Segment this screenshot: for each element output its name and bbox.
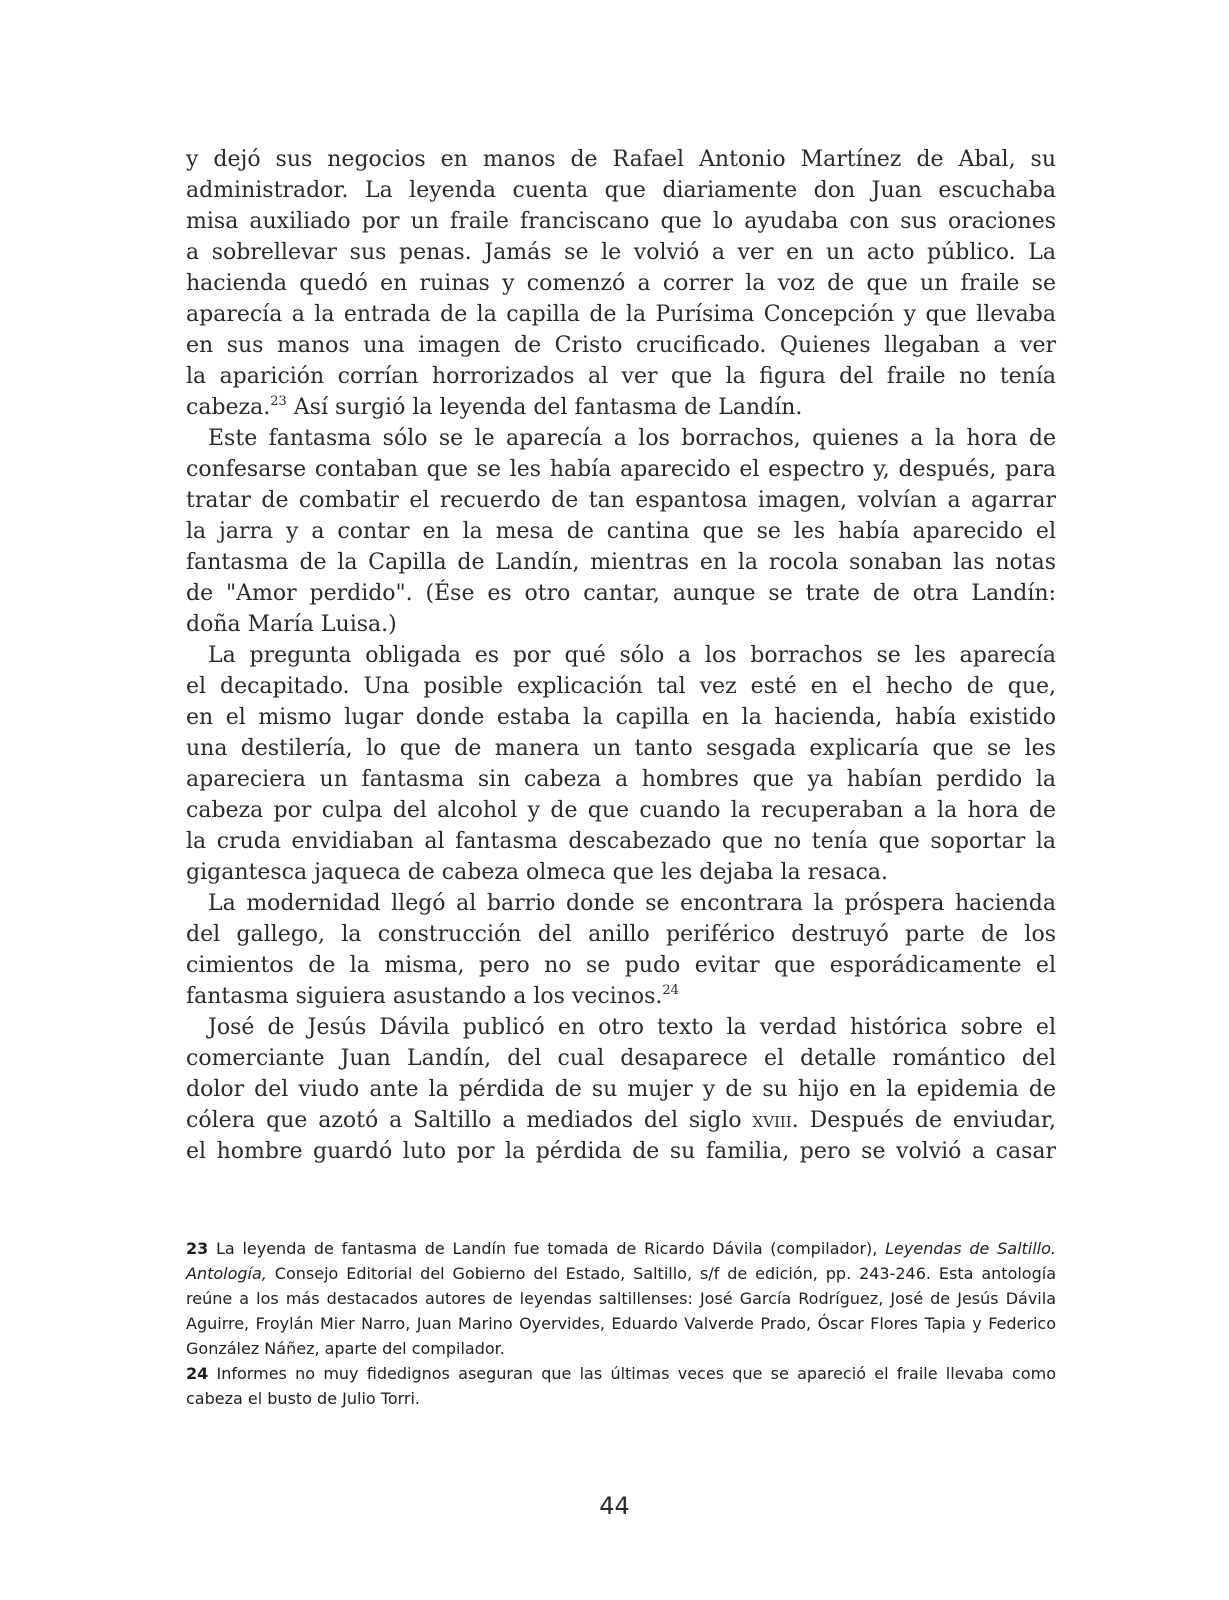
text-line: doña María Luisa.)	[186, 612, 397, 637]
page-number: 44	[599, 1492, 630, 1520]
footnote-text: Consejo Editorial del Gobierno del Estado, Saltillo, s/f de edición, pp. 243-246. Esta antología reúne a los más destacados autores de leyendas saltillenses: José García Rodríguez, José de Jesús Dávila Aguirre, Froylán Mier Narro, Juan Marino Oyervides, Eduardo Valverde Prado, Óscar Flores Tapia y Federico González Náñez, aparte del compilador.	[186, 1264, 1056, 1358]
text-line: del gallego, la construcción del anillo periférico destruyó parte de los	[186, 922, 1056, 947]
text-line	[186, 981, 1056, 1012]
paragraph-1	[186, 144, 1056, 423]
text-line: tratar de combatir el recuerdo de tan espantosa imagen, volvían a agarrar	[186, 488, 1056, 513]
text-line: la aparición corrían horrorizados al ver que la figura del fraile no tenía	[186, 364, 1056, 389]
footnote-number: 24	[186, 1364, 209, 1383]
text-line: el decapitado. Una posible explicación tal vez esté en el hecho de que,	[186, 674, 1056, 699]
text-line: administrador. La leyenda cuenta que diariamente don Juan escuchaba	[186, 178, 1056, 203]
text-line: de "Amor perdido". (Ése es otro cantar, aunque se trate de otra Landín:	[186, 581, 1056, 606]
footnote-ref-24[interactable]: 24	[662, 983, 679, 998]
footnote-text: La leyenda de fantasma de Landín fue tomada de Ricardo Dávila (compilador),	[208, 1239, 886, 1258]
footnote-24	[186, 1361, 1056, 1411]
text-line: hacienda quedó en ruinas y comenzó a correr la voz de que un fraile se	[186, 271, 1056, 296]
text-line: fantasma de la Capilla de Landín, mientras en la rocola sonaban las notas	[186, 550, 1056, 575]
text-line: el hombre guardó luto por la pérdida de su familia, pero se volvió a casar	[186, 1139, 1056, 1164]
text-line: gigantesca jaqueca de cabeza olmeca que les dejaba la resaca.	[186, 860, 888, 885]
paragraph-5	[186, 1012, 1056, 1167]
text-line: cimientos de la misma, pero no se pudo evitar que esporádicamente el	[186, 953, 1056, 978]
paragraph-3	[186, 640, 1056, 888]
text-segment: cólera que azotó a Saltillo a mediados del siglo	[186, 1108, 753, 1133]
text-line: Este fantasma sólo se le aparecía a los borrachos, quienes a la hora de	[208, 426, 1056, 451]
text-segment: fantasma siguiera asustando a los vecinos.	[186, 984, 663, 1009]
text-line: aparecía a la entrada de la capilla de la Purísima Concepción y que llevaba	[186, 302, 1056, 327]
text-line: confesarse contaban que se les había aparecido el espectro y, después, para	[186, 457, 1056, 482]
text-segment: . Después de enviudar,	[791, 1108, 1057, 1133]
text-segment: cabeza.	[186, 395, 271, 420]
text-line: La pregunta obligada es por qué sólo a los borrachos se les aparecía	[208, 643, 1056, 668]
footnote-ref-23[interactable]: 23	[270, 394, 287, 409]
footnote-23	[186, 1236, 1056, 1361]
text-line: la jarra y a contar en la mesa de cantina que se les había aparecido el	[186, 519, 1056, 544]
text-segment: Así surgió la leyenda del fantasma de Landín.	[286, 395, 803, 420]
text-line: misa auxiliado por un fraile franciscano que lo ayudaba con sus oraciones	[186, 209, 1056, 234]
text-line: apareciera un fantasma sin cabeza a hombres que ya habían perdido la	[186, 767, 1056, 792]
text-line: en sus manos una imagen de Cristo crucificado. Quienes llegaban a ver	[186, 333, 1056, 358]
text-line: a sobrellevar sus penas. Jamás se le volvió a ver en un acto público. La	[186, 240, 1056, 265]
footnote-text: Informes no muy fidedignos aseguran que las últimas veces que se apareció el fraile llevaba como cabeza el busto de Julio Torri.	[186, 1364, 1056, 1408]
century-numeral: xviii	[752, 1108, 792, 1133]
footnotes	[186, 1236, 1056, 1411]
paragraph-4	[186, 888, 1056, 1012]
footnote-book-title: Leyendas de Saltillo. Antología,	[186, 1239, 1056, 1283]
text-line: y dejó sus negocios en manos de Rafael Antonio Martínez de Abal, su	[186, 147, 1056, 172]
text-line: una destilería, lo que de manera un tanto sesgada explicaría que se les	[186, 736, 1056, 761]
text-line	[186, 1105, 1056, 1136]
text-line: La modernidad llegó al barrio donde se encontrara la próspera hacienda	[208, 891, 1056, 916]
text-line: comerciante Juan Landín, del cual desaparece el detalle romántico del	[186, 1046, 1056, 1071]
text-line: la cruda envidiaban al fantasma descabezado que no tenía que soportar la	[186, 829, 1056, 854]
text-line: en el mismo lugar donde estaba la capilla en la hacienda, había existido	[186, 705, 1056, 730]
text-line: cabeza por culpa del alcohol y de que cuando la recuperaban a la hora de	[186, 798, 1056, 823]
main-text	[186, 144, 1056, 1167]
text-line	[186, 392, 1056, 423]
text-line: José de Jesús Dávila publicó en otro texto la verdad histórica sobre el	[208, 1015, 1056, 1040]
footnote-number: 23	[186, 1239, 209, 1258]
text-line: dolor del viudo ante la pérdida de su mujer y de su hijo en la epidemia de	[186, 1077, 1056, 1102]
paragraph-2	[186, 423, 1056, 640]
